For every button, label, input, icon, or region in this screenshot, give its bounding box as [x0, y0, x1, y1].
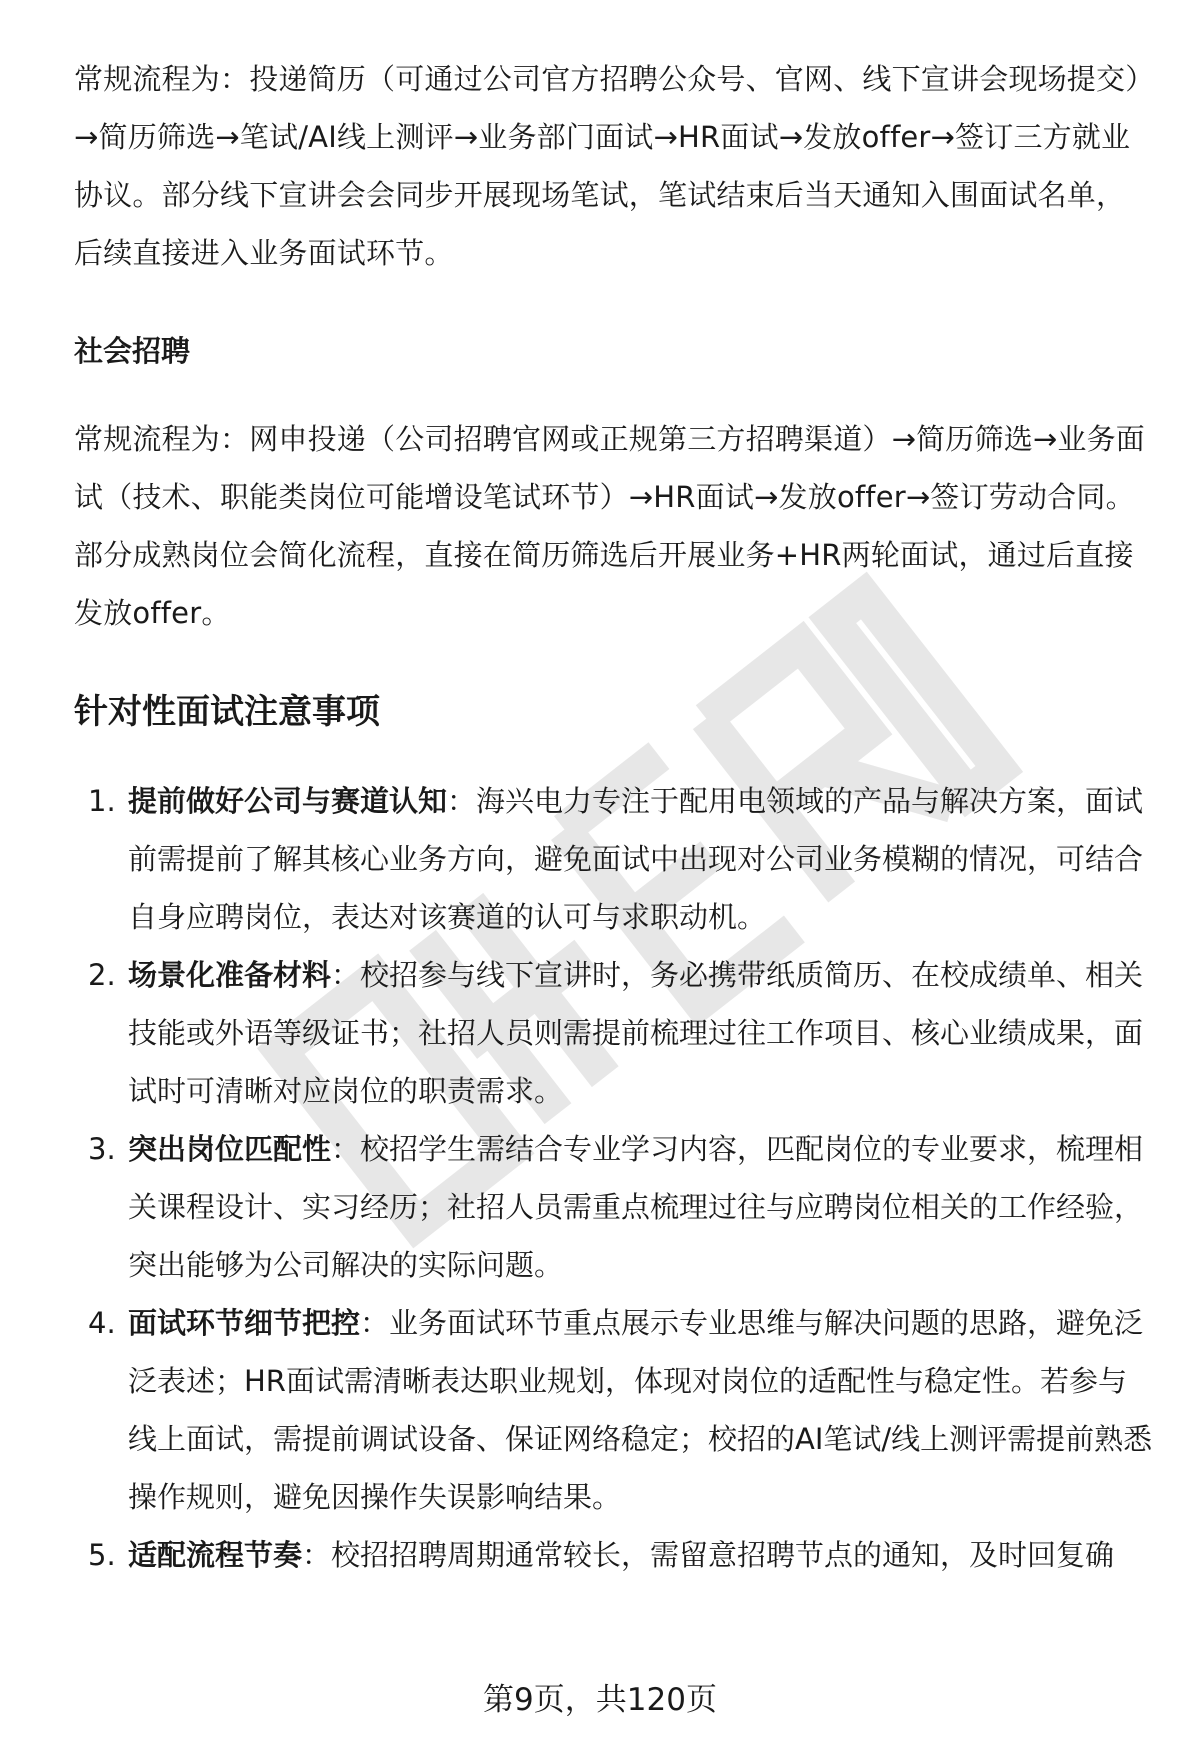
list-item-separator: ： — [447, 784, 477, 818]
social-recruitment-paragraph: 常规流程为：网申投递（公司招聘官网或正规第三方招聘渠道）→简历筛选→业务面试（技术、职能类岗位可能增设笔试环节）→HR面试→发放offer→签订劳动合同。部分成熟岗位会简化流程，直接在简历筛选后开展业务+HR两轮面试，通过后直接发放offer。 — [74, 422, 1145, 630]
main-content — [74, 50, 1154, 1584]
list-item — [74, 1294, 1154, 1526]
list-item-text: 校招学生需结合专业学习内容，匹配岗位的专业要求，梳理相关课程设计、实习经历；社招人员需重点梳理过往与应聘岗位相关的工作经验，突出能够为公司解决的实际问题。 — [128, 1132, 1144, 1282]
list-item-term: 提前做好公司与赛道认知 — [128, 784, 448, 818]
list-item-separator: ： — [302, 1538, 332, 1572]
list-item-separator: ： — [331, 958, 361, 992]
list-item-number: 4. — [88, 1306, 116, 1340]
list-item-text: 海兴电力专注于配用电领域的产品与解决方案，面试前需提前了解其核心业务方向，避免面试中出现对公司业务模糊的情况，可结合自身应聘岗位，表达对该赛道的认可与求职动机。 — [128, 784, 1144, 934]
list-item-number: 1. — [88, 784, 116, 818]
social-recruitment-heading: 社会招聘 — [74, 334, 191, 368]
list-item — [74, 946, 1154, 1120]
list-item-number: 3. — [88, 1132, 116, 1166]
list-item — [74, 1120, 1154, 1294]
list-item-term: 面试环节细节把控 — [128, 1306, 361, 1340]
list-item — [74, 1526, 1154, 1584]
list-item-separator: ： — [360, 1306, 390, 1340]
interview-tips-heading: 针对性面试注意事项 — [74, 692, 380, 732]
interview-tips-list — [74, 772, 1154, 1584]
list-item-text: 业务面试环节重点展示专业思维与解决问题的思路，避免泛泛表述；HR面试需清晰表达职业规划，体现对岗位的适配性与稳定性。若参与线上面试，需提前调试设备、保证网络稳定；校招的AI笔试/线上测评需提前熟悉操作规则，避免因操作失误影响结果。 — [128, 1306, 1153, 1514]
list-item-number: 5. — [88, 1538, 116, 1572]
campus-process-paragraph: 常规流程为：投递简历（可通过公司官方招聘公众号、官网、线下宣讲会现场提交）→简历筛选→笔试/AI线上测评→业务部门面试→HR面试→发放offer→签订三方就业协议。部分线下宣讲会会同步开展现场笔试，笔试结束后当天通知入围面试名单，后续直接进入业务面试环节。 — [74, 62, 1140, 270]
list-item-text: 校招参与线下宣讲时，务必携带纸质简历、在校成绩单、相关技能或外语等级证书；社招人员则需提前梳理过往工作项目、核心业绩成果，面试时可清晰对应岗位的职责需求。 — [128, 958, 1144, 1108]
list-item-term: 适配流程节奏 — [128, 1538, 303, 1572]
list-item — [74, 772, 1154, 946]
page-number-footer: 第9页，共120页 — [483, 1682, 717, 1718]
list-item-separator: ： — [331, 1132, 361, 1166]
list-item-text: 校招招聘周期通常较长，需留意招聘节点的通知，及时回复确 — [331, 1538, 1115, 1572]
list-item-number: 2. — [88, 958, 116, 992]
list-item-term: 场景化准备材料 — [128, 958, 332, 992]
list-item-term: 突出岗位匹配性 — [128, 1132, 332, 1166]
